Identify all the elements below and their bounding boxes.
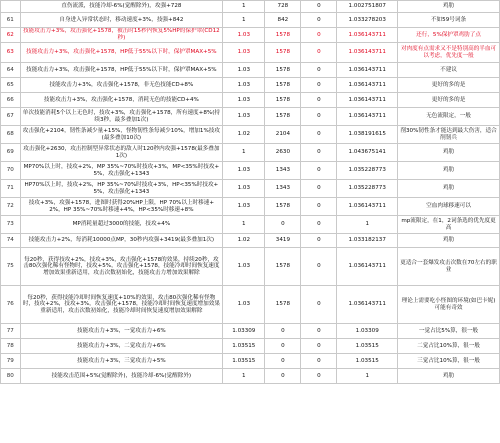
table-row xyxy=(1,1,500,13)
ratio-value: 1.036143711 xyxy=(337,198,398,216)
table-row xyxy=(1,354,500,369)
affix-description: MP消耗量超过3000的技能，技攻+4% xyxy=(20,216,223,234)
row-number: 79 xyxy=(1,354,21,369)
attack-strength: 1343 xyxy=(265,180,301,198)
remark: 一觉占比5%算，很一般 xyxy=(398,324,500,339)
ratio-value: 1.002751807 xyxy=(337,1,398,13)
ratio-value: 1.036143711 xyxy=(337,248,398,286)
affix-description: 技能攻击力+3%，二觉攻击力+6% xyxy=(20,339,223,354)
table-row xyxy=(1,43,500,63)
table-row xyxy=(1,216,500,234)
skill-multiplier: 1.03 xyxy=(223,162,265,180)
ratio-value: 1.035228773 xyxy=(337,180,398,198)
row-number: 68 xyxy=(1,126,21,144)
remark: 二觉占比10%算，很一般 xyxy=(398,339,500,354)
skill-multiplier: 1.02 xyxy=(223,126,265,144)
attack-strength: 842 xyxy=(265,13,301,28)
ratio-value: 1.036143711 xyxy=(337,28,398,43)
table-row xyxy=(1,324,500,339)
skill-multiplier: 1.03 xyxy=(223,28,265,43)
affix-description: MP70%以上时，技攻+2%，MP 35%~70%时技攻+3%，MP<35%时技攻+5%，攻击强化+1343 xyxy=(20,162,223,180)
ratio-value: 1.03515 xyxy=(337,339,398,354)
row-number: 78 xyxy=(1,339,21,354)
table-row xyxy=(1,162,500,180)
attack-strength: 1578 xyxy=(265,43,301,63)
skill-multiplier: 1.02 xyxy=(223,234,265,248)
affix-description: 技能攻击力+3%，攻击强化+1578，HP低于55%以下时，保护罩MAX+5% xyxy=(20,43,223,63)
remark: 不建议 xyxy=(398,63,500,78)
remark: 空血肉球移速可以 xyxy=(398,198,500,216)
affix-description: 每20秒，获得技攻+2%，技攻+3%，攻击强化+1578的效果，持续20秒，攻击80次强化稀有怪物时，技攻+5%，攻击强化+1578，技能冷却时间恢复速度增加效果重新适用，攻击次数初始化，技能攻击力增加效果解除 xyxy=(20,248,223,286)
table-row xyxy=(1,248,500,286)
remark: 鸡肋 xyxy=(398,144,500,162)
extra-value: 0 xyxy=(301,162,337,180)
table-row xyxy=(1,369,500,384)
row-number: 65 xyxy=(1,78,21,93)
attack-strength: 1578 xyxy=(265,63,301,78)
extra-value: 0 xyxy=(301,180,337,198)
remark: 鸡肋 xyxy=(398,234,500,248)
ratio-value: 1.03515 xyxy=(337,354,398,369)
table-row xyxy=(1,93,500,108)
row-number: 69 xyxy=(1,144,21,162)
skill-multiplier: 1.03309 xyxy=(223,324,265,339)
ratio-value: 1 xyxy=(337,369,398,384)
table-row xyxy=(1,234,500,248)
row-number: 64 xyxy=(1,63,21,78)
row-number: 77 xyxy=(1,324,21,339)
extra-value: 0 xyxy=(301,1,337,13)
skill-multiplier: 1.03 xyxy=(223,93,265,108)
extra-value: 0 xyxy=(301,286,337,324)
table-row xyxy=(1,13,500,28)
table-row xyxy=(1,63,500,78)
extra-value: 0 xyxy=(301,234,337,248)
attack-strength: 1343 xyxy=(265,162,301,180)
row-number: 66 xyxy=(1,93,21,108)
row-number: 72 xyxy=(1,198,21,216)
table-row xyxy=(1,144,500,162)
row-number: 70 xyxy=(1,162,21,180)
table-row xyxy=(1,28,500,43)
ratio-value: 1.033278203 xyxy=(337,13,398,28)
affix-description: 技能攻击力+3%，一觉攻击力+6% xyxy=(20,324,223,339)
attack-strength: 1578 xyxy=(265,28,301,43)
extra-value: 0 xyxy=(301,108,337,126)
extra-value: 0 xyxy=(301,339,337,354)
remark: 更好的多的是 xyxy=(398,93,500,108)
remark: 不如59号词条 xyxy=(398,13,500,28)
extra-value: 0 xyxy=(301,369,337,384)
ratio-value: 1.036143711 xyxy=(337,78,398,93)
remark: 鸡肋 xyxy=(398,1,500,13)
row-number: 74 xyxy=(1,234,21,248)
table-row xyxy=(1,198,500,216)
affix-description: 自身进入异常状态时，移动速度+3%，技强+842 xyxy=(20,13,223,28)
skill-multiplier: 1 xyxy=(223,1,265,13)
skill-multiplier: 1.03515 xyxy=(223,354,265,369)
skill-multiplier: 1 xyxy=(223,369,265,384)
skill-multiplier: 1 xyxy=(223,13,265,28)
attack-strength: 0 xyxy=(265,216,301,234)
remark: 三觉占比10%算，很一般 xyxy=(398,354,500,369)
ratio-value: 1 xyxy=(337,216,398,234)
skill-multiplier: 1.03 xyxy=(223,78,265,93)
affix-description: 技攻+3%，攻强+1578，进图时获得20%HP上限，HP 70%以上时移速+2%，HP 35%~70%时移速+4%，HP<35%时移速+8% xyxy=(20,198,223,216)
remark: 理论上需要吃小怪图的环境(如巴卡妮)可能有奇效 xyxy=(398,286,500,324)
attack-strength: 0 xyxy=(265,354,301,369)
attack-strength: 1578 xyxy=(265,286,301,324)
skill-multiplier: 1.03 xyxy=(223,108,265,126)
table-row xyxy=(1,126,500,144)
skill-multiplier: 1 xyxy=(223,216,265,234)
ratio-value: 1.036143711 xyxy=(337,93,398,108)
ratio-value: 1.035228773 xyxy=(337,162,398,180)
skill-multiplier: 1.03 xyxy=(223,248,265,286)
table-row xyxy=(1,78,500,93)
affix-description: 技能攻击力+3%，攻击强化+1578，非无色技能CD+8% xyxy=(20,78,223,93)
affix-description: 技能攻击力+3%，三觉攻击力+5% xyxy=(20,354,223,369)
extra-value: 0 xyxy=(301,324,337,339)
ratio-value: 1.038191615 xyxy=(337,126,398,144)
remark: 更适合一套爆发攻击次数在70左右的职业 xyxy=(398,248,500,286)
extra-value: 0 xyxy=(301,93,337,108)
affix-description: 每20秒，获得技能冷却时间恢复速度+10%的效果，攻击80次强化稀有怪物时，技攻+2%，技攻+3%，攻击强化+1578，技能冷却时间恢复速度增加效果重新适用，攻击次数初始化，技能冷却时间恢复速度增加效果解除 xyxy=(20,286,223,324)
affix-description: 技能攻击力+3%，攻击强化+1578，消耗无色的技能CD+4% xyxy=(20,93,223,108)
extra-value: 0 xyxy=(301,13,337,28)
ratio-value: 1.036143711 xyxy=(337,286,398,324)
extra-value: 0 xyxy=(301,28,337,43)
attack-strength: 3419 xyxy=(265,234,301,248)
extra-value: 0 xyxy=(301,63,337,78)
affix-description: 攻击强化+2104，韧性条减少量+15%，怪物韧性条每减少10%，增加1%技攻(最多叠加10次) xyxy=(20,126,223,144)
affix-description: 技能攻击范围+5%(觉醒除外)，技能冷却-6%(觉醒除外) xyxy=(20,369,223,384)
remark: 更好的多的是 xyxy=(398,78,500,93)
skill-multiplier: 1.03515 xyxy=(223,339,265,354)
ratio-value: 1.043675141 xyxy=(337,144,398,162)
ratio-value: 1.036143711 xyxy=(337,63,398,78)
row-number: 76 xyxy=(1,286,21,324)
extra-value: 0 xyxy=(301,144,337,162)
remark: 鸡肋 xyxy=(398,180,500,198)
affix-description: 技能攻击力+2%，每消耗10000点MP，30秒内攻强+3419(最多叠加1次) xyxy=(20,234,223,248)
row-number: 73 xyxy=(1,216,21,234)
affix-description: 直伤流派，技能冷却-6%(觉醒除外)，攻强+728 xyxy=(20,1,223,13)
table-row xyxy=(1,180,500,198)
remark: 鸡肋 xyxy=(398,369,500,384)
skill-multiplier: 1.03 xyxy=(223,286,265,324)
extra-value: 0 xyxy=(301,78,337,93)
ratio-value: 1.033182137 xyxy=(337,234,398,248)
affix-description: 技能攻击力+3%，攻击强化+1578，被击时15秒内恢复5%HP的保护罩(CD12秒) xyxy=(20,28,223,43)
affix-description: HP70%以上时，技攻+2%，HP 35%~70%时技攻+3%，HP<35%时技攻+5%，攻击强化+1343 xyxy=(20,180,223,198)
extra-value: 0 xyxy=(301,248,337,286)
remark: 鸡肋 xyxy=(398,162,500,180)
remark: 对肉度有点需求又不是特别高的半血可以考虑，优先度一般 xyxy=(398,43,500,63)
skill-multiplier: 1.03 xyxy=(223,198,265,216)
affix-description: 单次技能消耗5个以上无色时，技攻+3%，攻击强化+1578，所有速度+8%(持续3秒，最多叠加1次) xyxy=(20,108,223,126)
extra-value: 0 xyxy=(301,43,337,63)
attack-strength: 1578 xyxy=(265,248,301,286)
row-number: 62 xyxy=(1,28,21,43)
remark: 还行，5%保护罩鸡肋了点 xyxy=(398,28,500,43)
row-number: 63 xyxy=(1,43,21,63)
skill-multiplier: 1 xyxy=(223,144,265,162)
ratio-value: 1.03309 xyxy=(337,324,398,339)
row-number: 75 xyxy=(1,248,21,286)
ratio-value: 1.036143711 xyxy=(337,43,398,63)
attack-strength: 2104 xyxy=(265,126,301,144)
table-row xyxy=(1,286,500,324)
attack-strength: 1578 xyxy=(265,198,301,216)
extra-value: 0 xyxy=(301,198,337,216)
attack-strength: 2630 xyxy=(265,144,301,162)
extra-value: 0 xyxy=(301,126,337,144)
attack-strength: 1578 xyxy=(265,78,301,93)
table-row xyxy=(1,108,500,126)
ratio-value: 1.036143711 xyxy=(337,108,398,126)
row-number xyxy=(1,1,21,13)
row-number: 67 xyxy=(1,108,21,126)
skill-multiplier: 1.03 xyxy=(223,63,265,78)
attack-strength: 1578 xyxy=(265,93,301,108)
extra-value: 0 xyxy=(301,216,337,234)
affix-description: 技能攻击力+3%，攻击强化+1578，HP低于55%以下时，保护罩MAX+5% xyxy=(20,63,223,78)
attack-strength: 1578 xyxy=(265,108,301,126)
table-row xyxy=(1,339,500,354)
remark: 削30%韧性条才能达到最大伤害，适合削韧兵 xyxy=(398,126,500,144)
attack-strength: 0 xyxy=(265,369,301,384)
extra-value: 0 xyxy=(301,354,337,369)
skill-multiplier: 1.03 xyxy=(223,43,265,63)
skill-multiplier: 1.03 xyxy=(223,180,265,198)
affix-description: 攻击强化+2630，攻击控制型异常状态的敌人时120秒内攻强+1578(最多叠加1次) xyxy=(20,144,223,162)
attack-strength: 728 xyxy=(265,1,301,13)
remark: mp流限定，在1，2词条选的优先度更高 xyxy=(398,216,500,234)
attack-strength: 0 xyxy=(265,339,301,354)
row-number: 61 xyxy=(1,13,21,28)
row-number: 80 xyxy=(1,369,21,384)
row-number: 71 xyxy=(1,180,21,198)
remark: 无色流限定，一般 xyxy=(398,108,500,126)
attack-strength: 0 xyxy=(265,324,301,339)
